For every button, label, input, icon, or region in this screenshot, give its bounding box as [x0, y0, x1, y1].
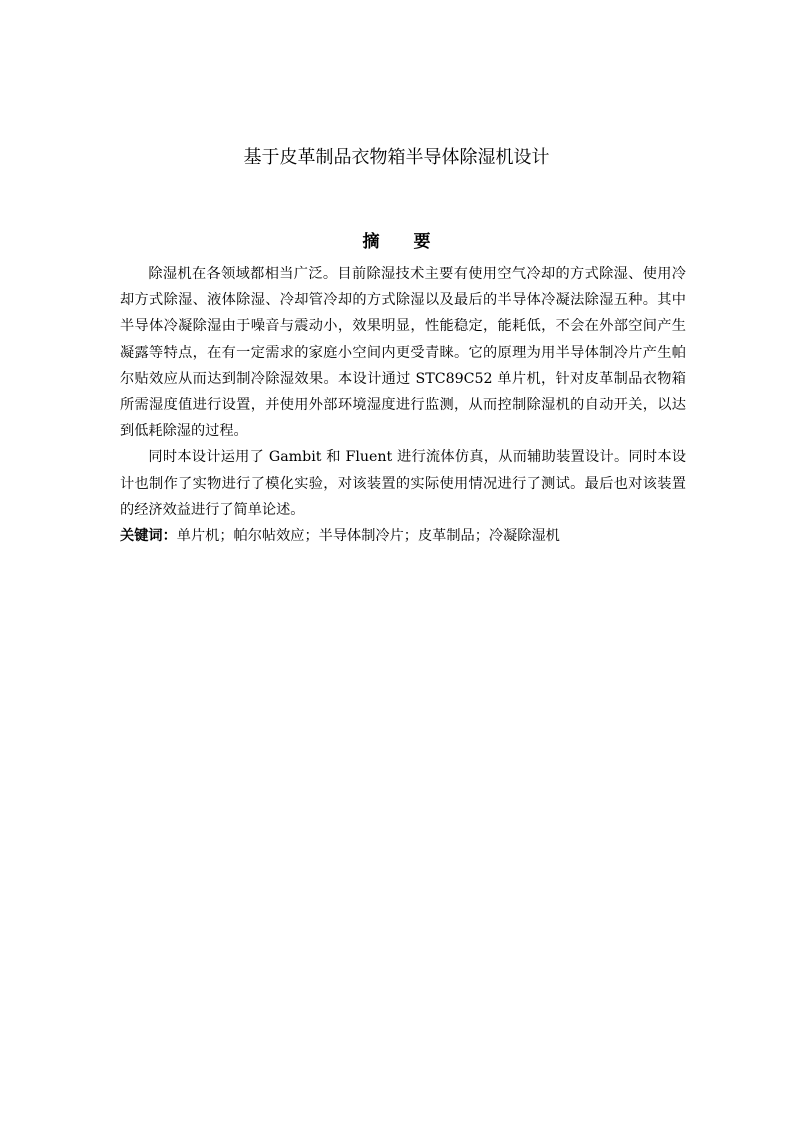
- keywords-text: 单片机；帕尔帖效应；半导体制冷片；皮革制品；冷凝除湿机: [176, 528, 560, 545]
- abstract-body: [120, 261, 686, 549]
- abstract-heading: 摘 要: [362, 232, 445, 252]
- document-title: 基于皮革制品衣物箱半导体除湿机设计: [243, 147, 550, 168]
- keywords-label: 关键词：: [120, 528, 177, 545]
- abstract-paragraph-1: 除湿机在各领域都相当广泛。目前除湿技术主要有使用空气冷却的方式除湿、使用冷却方式除湿、液体除湿、冷却管冷却的方式除湿以及最后的半导体冷凝法除湿五种。其中半导体冷凝除湿由于噪音与震动小，效果明显，性能稳定，能耗低，不会在外部空间产生凝露等特点，在有一定需求的家庭小空间内更受青睐。它的原理为用半导体制冷片产生帕尔贴效应从而达到制冷除湿效果。本设计通过 STC89C52 单片机，针对皮革制品衣物箱所需湿度值进行设置，并使用外部环境湿度进行监测，从而控制除湿机的自动开关，以达到低耗除湿的过程。: [120, 266, 686, 440]
- keywords-line: [120, 523, 686, 549]
- abstract-paragraph-2: 同时本设计运用了 Gambit 和 Fluent 进行流体仿真，从而辅助装置设计。同时本设计也制作了实物进行了模化实验，对该装置的实际使用情况进行了测试。最后也对该装置的经济效益进行了简单论述。: [120, 449, 686, 518]
